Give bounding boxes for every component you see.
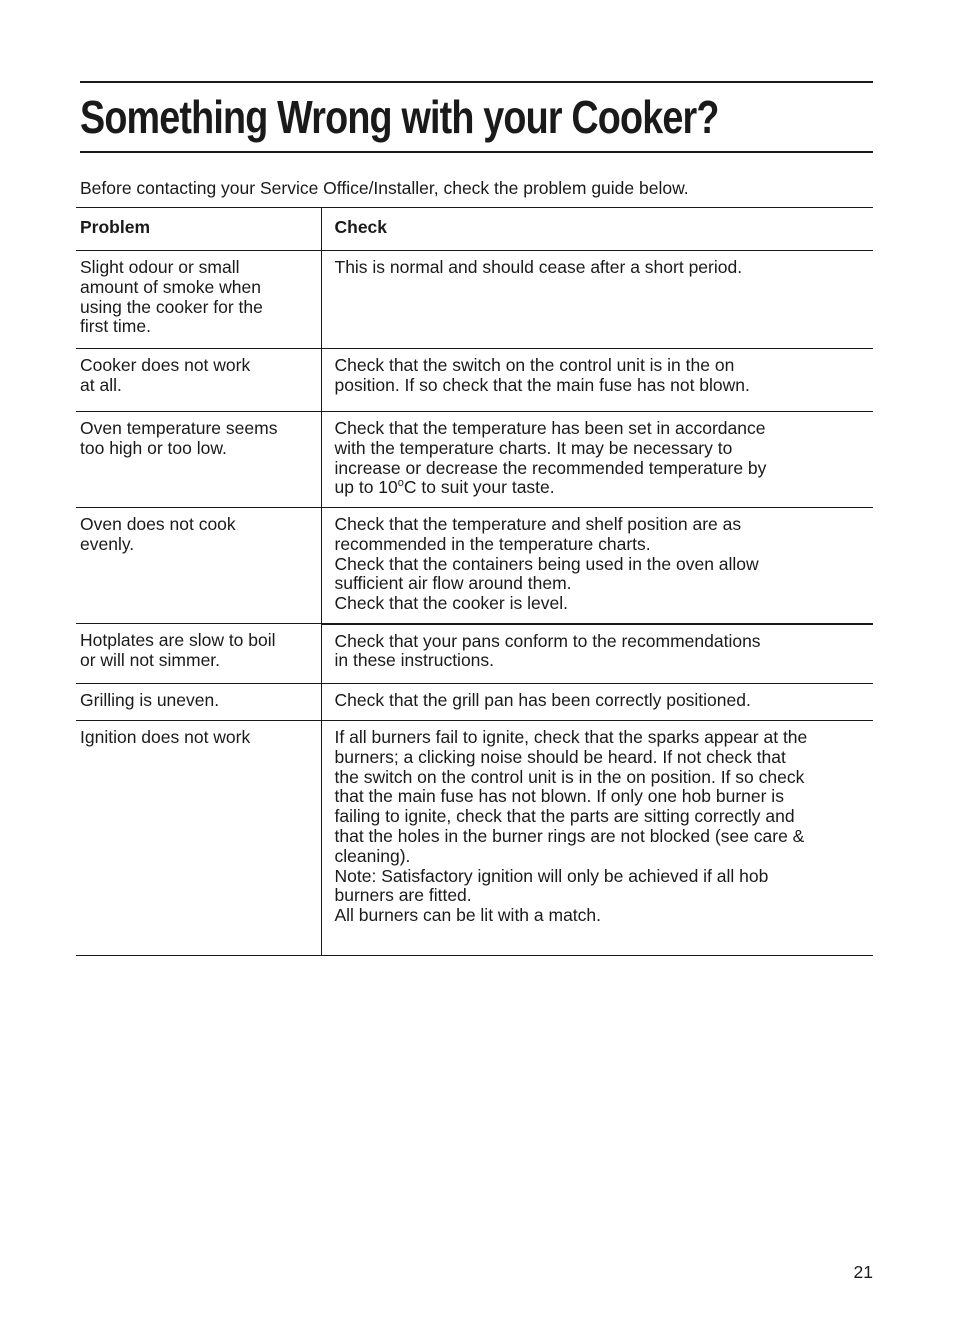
problem-cell: [76, 251, 321, 349]
check-cell: [321, 349, 873, 412]
check-line: Check that the cooker is level.: [334, 593, 568, 614]
page-title: Something Wrong with your Cooker?: [80, 91, 719, 143]
problem-line: Oven does not cook: [80, 514, 236, 534]
check-line: in these instructions.: [334, 650, 495, 671]
check-cell: [321, 251, 873, 349]
check-cell: [321, 508, 873, 624]
problem-cell: [76, 508, 321, 624]
column-header-problem: Problem: [76, 208, 321, 251]
degree-symbol: o: [397, 477, 404, 490]
check-cell: [321, 721, 873, 956]
problem-line: Grilling is uneven.: [80, 690, 220, 710]
problem-line: too high or too low.: [80, 437, 227, 458]
check-line: the switch on the control unit is in the on position. If so check: [334, 766, 805, 787]
problem-cell: [76, 624, 321, 684]
check-line: This is normal and should cease after a short period.: [334, 257, 743, 277]
check-line: that the holes in the burner rings are not blocked (see care &: [334, 825, 805, 846]
check-line: Check that the switch on the control unit is in the on: [334, 355, 735, 375]
problem-line: Oven temperature seems: [80, 418, 278, 438]
problem-line: Cooker does not work: [80, 355, 251, 375]
check-line: with the temperature charts. It may be necessary to: [334, 437, 733, 458]
problem-line: Slight odour or small: [80, 257, 240, 277]
check-line: Check that the containers being used in the oven allow: [334, 553, 759, 574]
table-row: [76, 508, 873, 624]
check-line: sufficient air flow around them.: [334, 573, 572, 594]
intro-text: Before contacting your Service Office/Installer, check the problem guide below.: [80, 178, 689, 198]
table-row: [76, 721, 873, 956]
check-cell: [321, 684, 873, 721]
check-line-temperature: [335, 478, 868, 498]
table-row: [76, 624, 873, 684]
check-line: Note: Satisfactory ignition will only be achieved if all hob: [334, 865, 769, 886]
check-text: up to 10: [334, 477, 398, 498]
check-line: burners are fitted.: [334, 885, 472, 906]
problem-line: at all.: [80, 374, 122, 395]
problem-cell: [76, 349, 321, 412]
check-cell: [321, 624, 873, 684]
check-line: increase or decrease the recommended temperature by: [334, 457, 767, 478]
check-line: failing to ignite, check that the parts are sitting correctly and: [334, 806, 795, 827]
problem-guide-table: [76, 207, 873, 956]
column-header-check: Check: [321, 208, 873, 251]
check-line: recommended in the temperature charts.: [334, 533, 651, 554]
problem-cell: [76, 721, 321, 956]
problem-line: first time.: [80, 316, 151, 337]
check-text: C to suit your taste.: [403, 477, 555, 498]
check-line: If all burners fail to ignite, check that the sparks appear at the: [334, 727, 808, 747]
table-row: [76, 349, 873, 412]
check-line: burners; a clicking noise should be heard. If not check that: [334, 746, 786, 767]
page-number: 21: [853, 1262, 873, 1282]
problem-line: or will not simmer.: [80, 649, 221, 670]
problem-line: Hotplates are slow to boil: [80, 630, 276, 650]
check-line: cleaning).: [334, 845, 411, 866]
check-line: Check that the temperature has been set in accordance: [334, 418, 766, 438]
check-line: that the main fuse has not blown. If only one hob burner is: [334, 786, 784, 807]
check-cell: [321, 412, 873, 508]
table-row: [76, 251, 873, 349]
problem-cell: [76, 684, 321, 721]
table-row: [76, 684, 873, 721]
problem-line: using the cooker for the: [80, 296, 263, 317]
check-line: Check that the temperature and shelf position are as: [334, 514, 742, 534]
problem-line: Ignition does not work: [80, 727, 251, 747]
problem-line: evenly.: [80, 533, 135, 554]
check-line: All burners can be lit with a match.: [334, 905, 602, 926]
table-header-row: [76, 208, 873, 251]
problem-cell: [76, 412, 321, 508]
check-line: position. If so check that the main fuse has not blown.: [334, 374, 750, 395]
check-line: Check that the grill pan has been correctly positioned.: [334, 690, 751, 710]
check-line: Check that your pans conform to the recommendations: [334, 630, 761, 651]
title-block: [80, 81, 873, 153]
table-row: [76, 412, 873, 508]
problem-line: amount of smoke when: [80, 276, 261, 297]
